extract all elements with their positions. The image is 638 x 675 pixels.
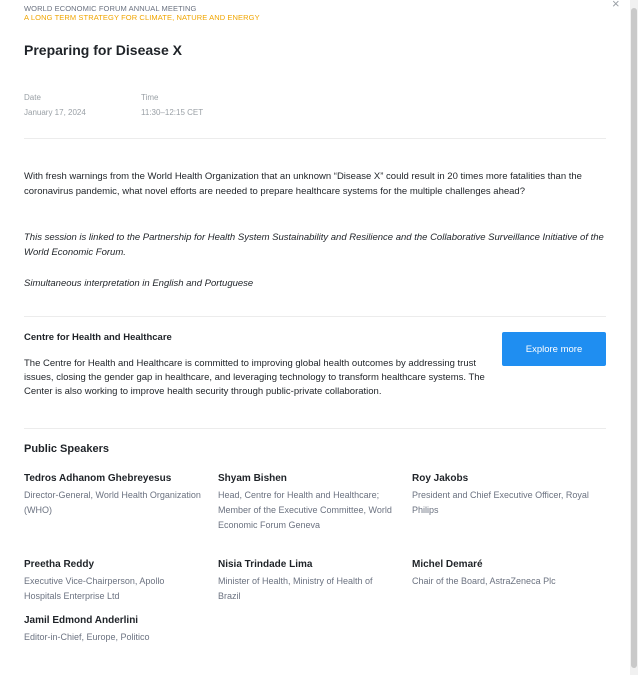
speaker-card[interactable] xyxy=(412,472,590,518)
speaker-card[interactable] xyxy=(218,472,396,533)
event-series-label: WORLD ECONOMIC FORUM ANNUAL MEETING xyxy=(24,4,197,13)
speaker-role: Director-General, World Health Organization (WHO) xyxy=(24,490,201,515)
speaker-card[interactable] xyxy=(412,558,590,589)
speaker-name: Shyam Bishen xyxy=(218,473,287,484)
divider xyxy=(24,138,606,139)
speaker-role: Minister of Health, Ministry of Health of Brazil xyxy=(218,576,373,601)
speaker-role: Editor-in-Chief, Europe, Politico xyxy=(24,632,150,642)
speaker-name: Preetha Reddy xyxy=(24,559,95,570)
divider xyxy=(24,428,606,429)
speaker-role: Head, Centre for Health and Healthcare; Member of the Executive Committee, World Economic Forum Geneva xyxy=(218,490,392,530)
speaker-name: Jamil Edmond Anderlini xyxy=(24,615,139,626)
date-value: January 17, 2024 xyxy=(24,108,86,117)
speaker-role: Executive Vice-Chairperson, Apollo Hospitals Enterprise Ltd xyxy=(24,576,165,601)
speaker-name: Michel Demaré xyxy=(412,559,483,570)
speaker-name: Tedros Adhanom Ghebreyesus xyxy=(24,473,172,484)
event-theme-label: A LONG TERM STRATEGY FOR CLIMATE, NATURE AND ENERGY xyxy=(24,13,260,22)
date-label: Date xyxy=(24,93,41,102)
speaker-card[interactable] xyxy=(24,472,202,518)
divider xyxy=(24,316,606,317)
centre-description: The Centre for Health and Healthcare is committed to improving global health outcomes by addressing trust issues, closing the gender gap in healthcare, and leveraging technology to transform healthcare systems. The Center is also working to improve health security through public-private collaboration. xyxy=(24,358,485,397)
speaker-name: Nisia Trindade Lima xyxy=(218,559,313,570)
explore-more-button[interactable]: Explore more xyxy=(502,332,606,366)
speakers-heading: Public Speakers xyxy=(24,443,109,455)
time-value: 11:30–12:15 CET xyxy=(141,108,204,117)
scrollbar-thumb[interactable] xyxy=(631,8,637,668)
time-label: Time xyxy=(141,93,159,102)
speaker-name: Roy Jakobs xyxy=(412,473,469,484)
speaker-role: Chair of the Board, AstraZeneca Plc xyxy=(412,576,556,586)
page-title: Preparing for Disease X xyxy=(24,42,182,58)
interpretation-note: Simultaneous interpretation in English and Portuguese xyxy=(24,278,254,289)
speaker-card[interactable] xyxy=(24,558,202,604)
speaker-card[interactable] xyxy=(24,614,202,645)
speaker-role: President and Chief Executive Officer, Royal Philips xyxy=(412,490,589,515)
session-linked-note: This session is linked to the Partnership for Health System Sustainability and Resilience and the Collaborative Surveillance Initiative of the World Economic Forum. xyxy=(24,232,604,258)
session-description: With fresh warnings from the World Health Organization that an unknown “Disease X” could result in 20 times more fatalities than the coronavirus pandemic, what novel efforts are needed to prepare healthcare systems for the multiple challenges ahead? xyxy=(24,171,582,197)
scrollbar[interactable] xyxy=(630,0,638,675)
close-icon[interactable]: × xyxy=(612,0,620,11)
centre-title: Centre for Health and Healthcare xyxy=(24,332,172,343)
speaker-card[interactable] xyxy=(218,558,396,604)
